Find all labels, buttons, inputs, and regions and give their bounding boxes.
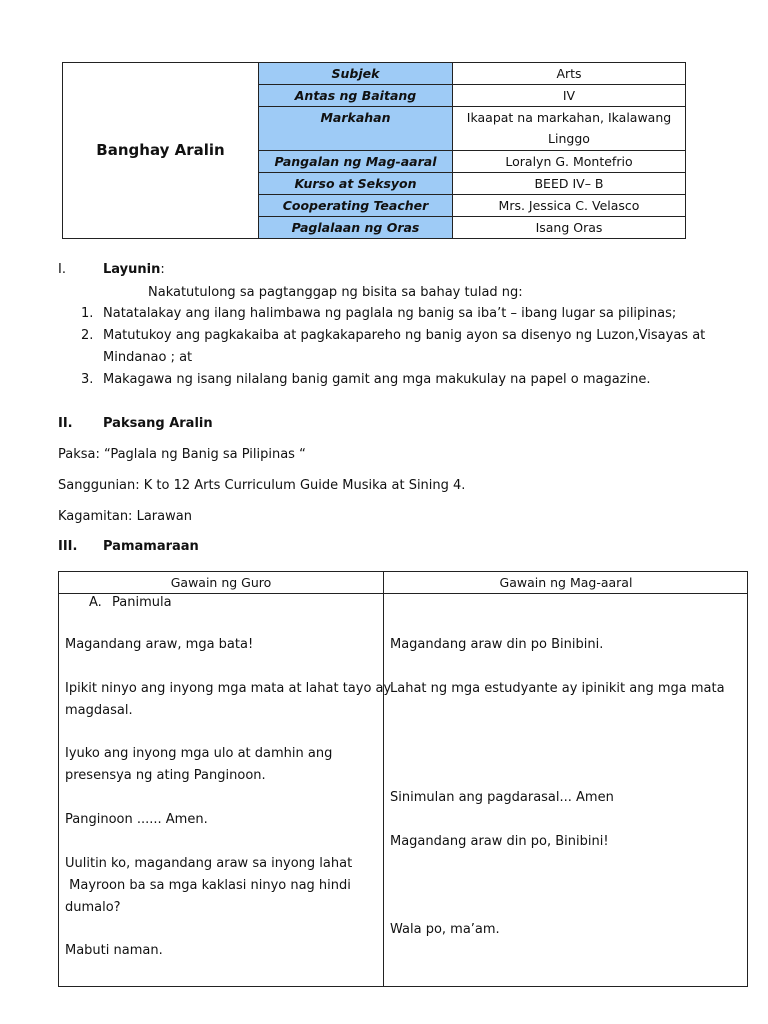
student-line: Magandang araw din po Binibini.	[390, 637, 604, 652]
teacher-line: Magandang araw, mga bata!	[65, 637, 254, 652]
value-antas: IV	[453, 85, 686, 107]
objective-3-number: 3.	[81, 372, 94, 387]
section3-number: III.	[58, 539, 78, 554]
subsection-a-title: Panimula	[112, 595, 172, 610]
label-kurso: Kurso at Seksyon	[259, 173, 453, 195]
teacher-line: presensya ng ating Panginoon.	[65, 768, 266, 783]
teacher-column-header: Gawain ng Guro	[170, 575, 272, 590]
teacher-line: Uulitin ko, magandang araw sa inyong lahat	[65, 856, 353, 871]
student-line: Wala po, ma’am.	[390, 922, 500, 937]
section1-colon: :	[160, 262, 165, 277]
student-line: Sinimulan ang pagdarasal... Amen	[390, 790, 614, 805]
section2-title: Paksang Aralin	[103, 416, 213, 431]
label-markahan: Markahan	[259, 107, 453, 151]
value-markahan	[453, 107, 686, 151]
label-paglalaan: Paglalaan ng Oras	[259, 217, 453, 239]
value-cooperating-teacher: Mrs. Jessica C. Velasco	[453, 195, 686, 217]
section1-title: Layunin	[103, 262, 161, 277]
objective-2-text: Matutukoy ang pagkakaiba at pagkakapareho ng banig ayon sa disenyo ng Luzon,Visayas at	[103, 328, 706, 343]
objective-1-number: 1.	[81, 306, 94, 321]
teacher-line: Mabuti naman.	[65, 943, 163, 958]
section2-number: II.	[58, 416, 73, 431]
value-pangalan: Loralyn G. Montefrio	[453, 151, 686, 173]
teacher-line: Ipikit ninyo ang inyong mga mata at lahat tayo ay	[65, 681, 392, 696]
objective-2-number: 2.	[81, 328, 94, 343]
sanggunian-line: Sanggunian: K to 12 Arts Curriculum Guide Musika at Sining 4.	[58, 478, 466, 493]
label-antas: Antas ng Baitang	[259, 85, 453, 107]
value-markahan-line1: Ikaapat na markahan, Ikalawang	[466, 110, 672, 125]
teacher-line: Iyuko ang inyong mga ulo at damhin ang	[65, 746, 333, 761]
value-markahan-line2: Linggo	[548, 131, 590, 146]
student-line: Lahat ng mga estudyante ay ipinikit ang mga mata	[390, 681, 725, 696]
value-paglalaan: Isang Oras	[453, 217, 686, 239]
objective-3-text: Makagawa ng isang nilalang banig gamit ang mga makukulay na papel o magazine.	[103, 372, 651, 387]
teacher-line: Panginoon ...... Amen.	[65, 812, 208, 827]
teacher-line: Mayroon ba sa mga kaklasi ninyo nag hindi	[65, 878, 351, 893]
label-pangalan: Pangalan ng Mag-aaral	[259, 151, 453, 173]
objective-2-text-cont: Mindanao ; at	[103, 350, 193, 365]
label-cooperating-teacher: Cooperating Teacher	[259, 195, 453, 217]
student-line: Magandang araw din po, Binibini!	[390, 834, 609, 849]
teacher-line: dumalo?	[65, 900, 121, 915]
column-divider	[383, 572, 384, 986]
value-kurso: BEED IV– B	[453, 173, 686, 195]
student-column-header: Gawain ng Mag-aaral	[499, 575, 633, 590]
section1-intro: Nakatutulong sa pagtanggap ng bisita sa bahay tulad ng:	[148, 285, 523, 300]
header-table	[62, 62, 686, 239]
teacher-line: magdasal.	[65, 703, 133, 718]
section3-title: Pamamaraan	[103, 539, 199, 554]
label-subjek: Subjek	[259, 63, 453, 85]
paksa-line: Paksa: “Paglala ng Banig sa Pilipinas “	[58, 447, 306, 462]
subsection-a-number: A.	[89, 595, 102, 610]
kagamitan-line: Kagamitan: Larawan	[58, 509, 192, 524]
procedure-table	[58, 571, 748, 987]
section1-number: I.	[58, 262, 66, 277]
objective-1-text: Natatalakay ang ilang halimbawa ng paglala ng banig sa iba’t – ibang lugar sa pilipinas;	[103, 306, 677, 321]
section1-heading	[103, 259, 165, 281]
value-subjek: Arts	[453, 63, 686, 85]
document-title: Banghay Aralin	[63, 63, 259, 239]
